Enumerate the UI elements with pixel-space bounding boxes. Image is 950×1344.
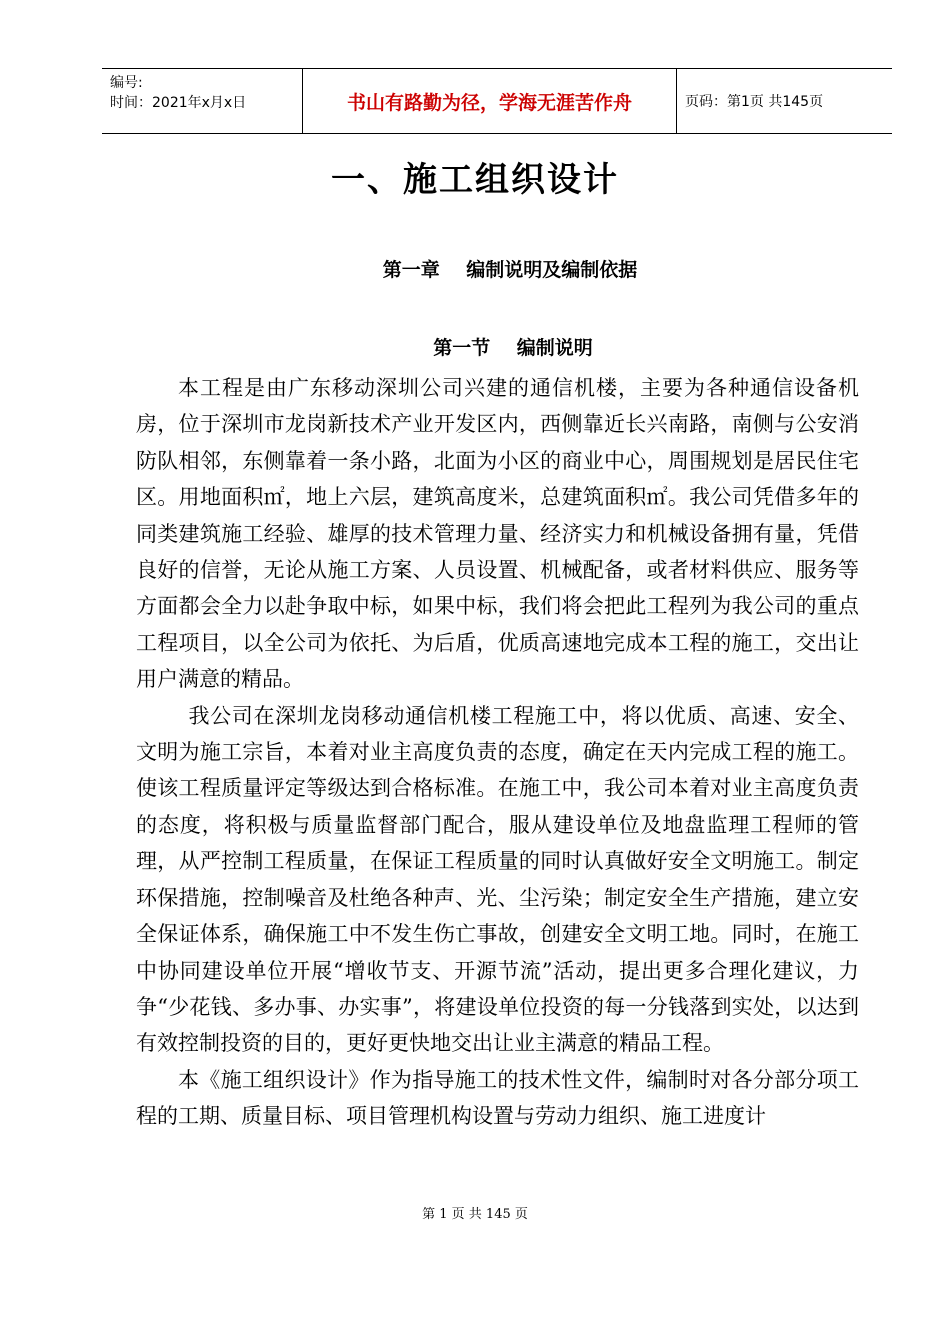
header-page-info: 页码：第1页 共145页 [685,94,824,110]
body-paragraph: 本《施工组织设计》作为指导施工的技术性文件，编制时对各分部分项工程的工期、质量目标、项目管理机构设置与劳动力组织、施工进度计 [136,1067,859,1129]
section-heading: 第一节 编制说明 [433,337,593,359]
document-number-label: 编号: [110,75,143,91]
document-title: 一、施工组织设计 [331,160,619,200]
header-motto: 书山有路勤为径，学海无涯苦作舟 [303,69,677,133]
body-paragraph: 我公司在深圳龙岗移动通信机楼工程施工中，将以优质、高速、安全、文明为施工宗旨，本着对业主高度负责的态度，确定在天内完成工程的施工。使该工程质量评定等级达到合格标准。在施工中，我公司本着对业主高度负责的态度，将积极与质量监督部门配合，服从建设单位及地盘监理工程师的管理，从严控制工程质量，在保证工程质量的同时认真做好安全文明施工。制定环保措施，控制噪音及杜绝各种声、光、尘污染；制定安全生产措施，建立安全保证体系，确保施工中不发生伤亡事故，创建安全文明工地。同时，在施工中协同建设单位开展“增收节支、开源节流”活动，提出更多合理化建议，力争“少花钱、多办事、办实事”，将建设单位投资的每一分钱落到实处，以达到有效控制投资的目的，更好更快地交出让业主满意的精品工程。 [136,703,859,1056]
page-footer: 第 1 页 共 145 页 [422,1207,528,1222]
body-paragraph: 本工程是由广东移动深圳公司兴建的通信机楼，主要为各种通信设备机房，位于深圳市龙岗新技术产业开发区内，西侧靠近长兴南路，南侧与公安消防队相邻，东侧靠着一条小路，北面为小区的商业中心，周围规划是居民住宅区。用地面积㎡，地上六层，建筑高度米，总建筑面积㎡。我公司凭借多年的同类建筑施工经验、雄厚的技术管理力量、经济实力和机械设备拥有量，凭借良好的信誉，无论从施工方案、人员设置、机械配备，或者材料供应、服务等方面都会全力以赴争取中标，如果中标，我们将会把此工程列为我公司的重点工程项目，以全公司为依托、为后盾，优质高速地完成本工程的施工，交出让用户满意的精品。 [136,376,859,692]
page-header [102,68,892,134]
header-meta [102,69,303,133]
document-body [136,370,859,1135]
chapter-heading: 第一章 编制说明及编制依据 [382,259,638,281]
document-time-label: 时间：2021年x月x日 [110,95,247,111]
